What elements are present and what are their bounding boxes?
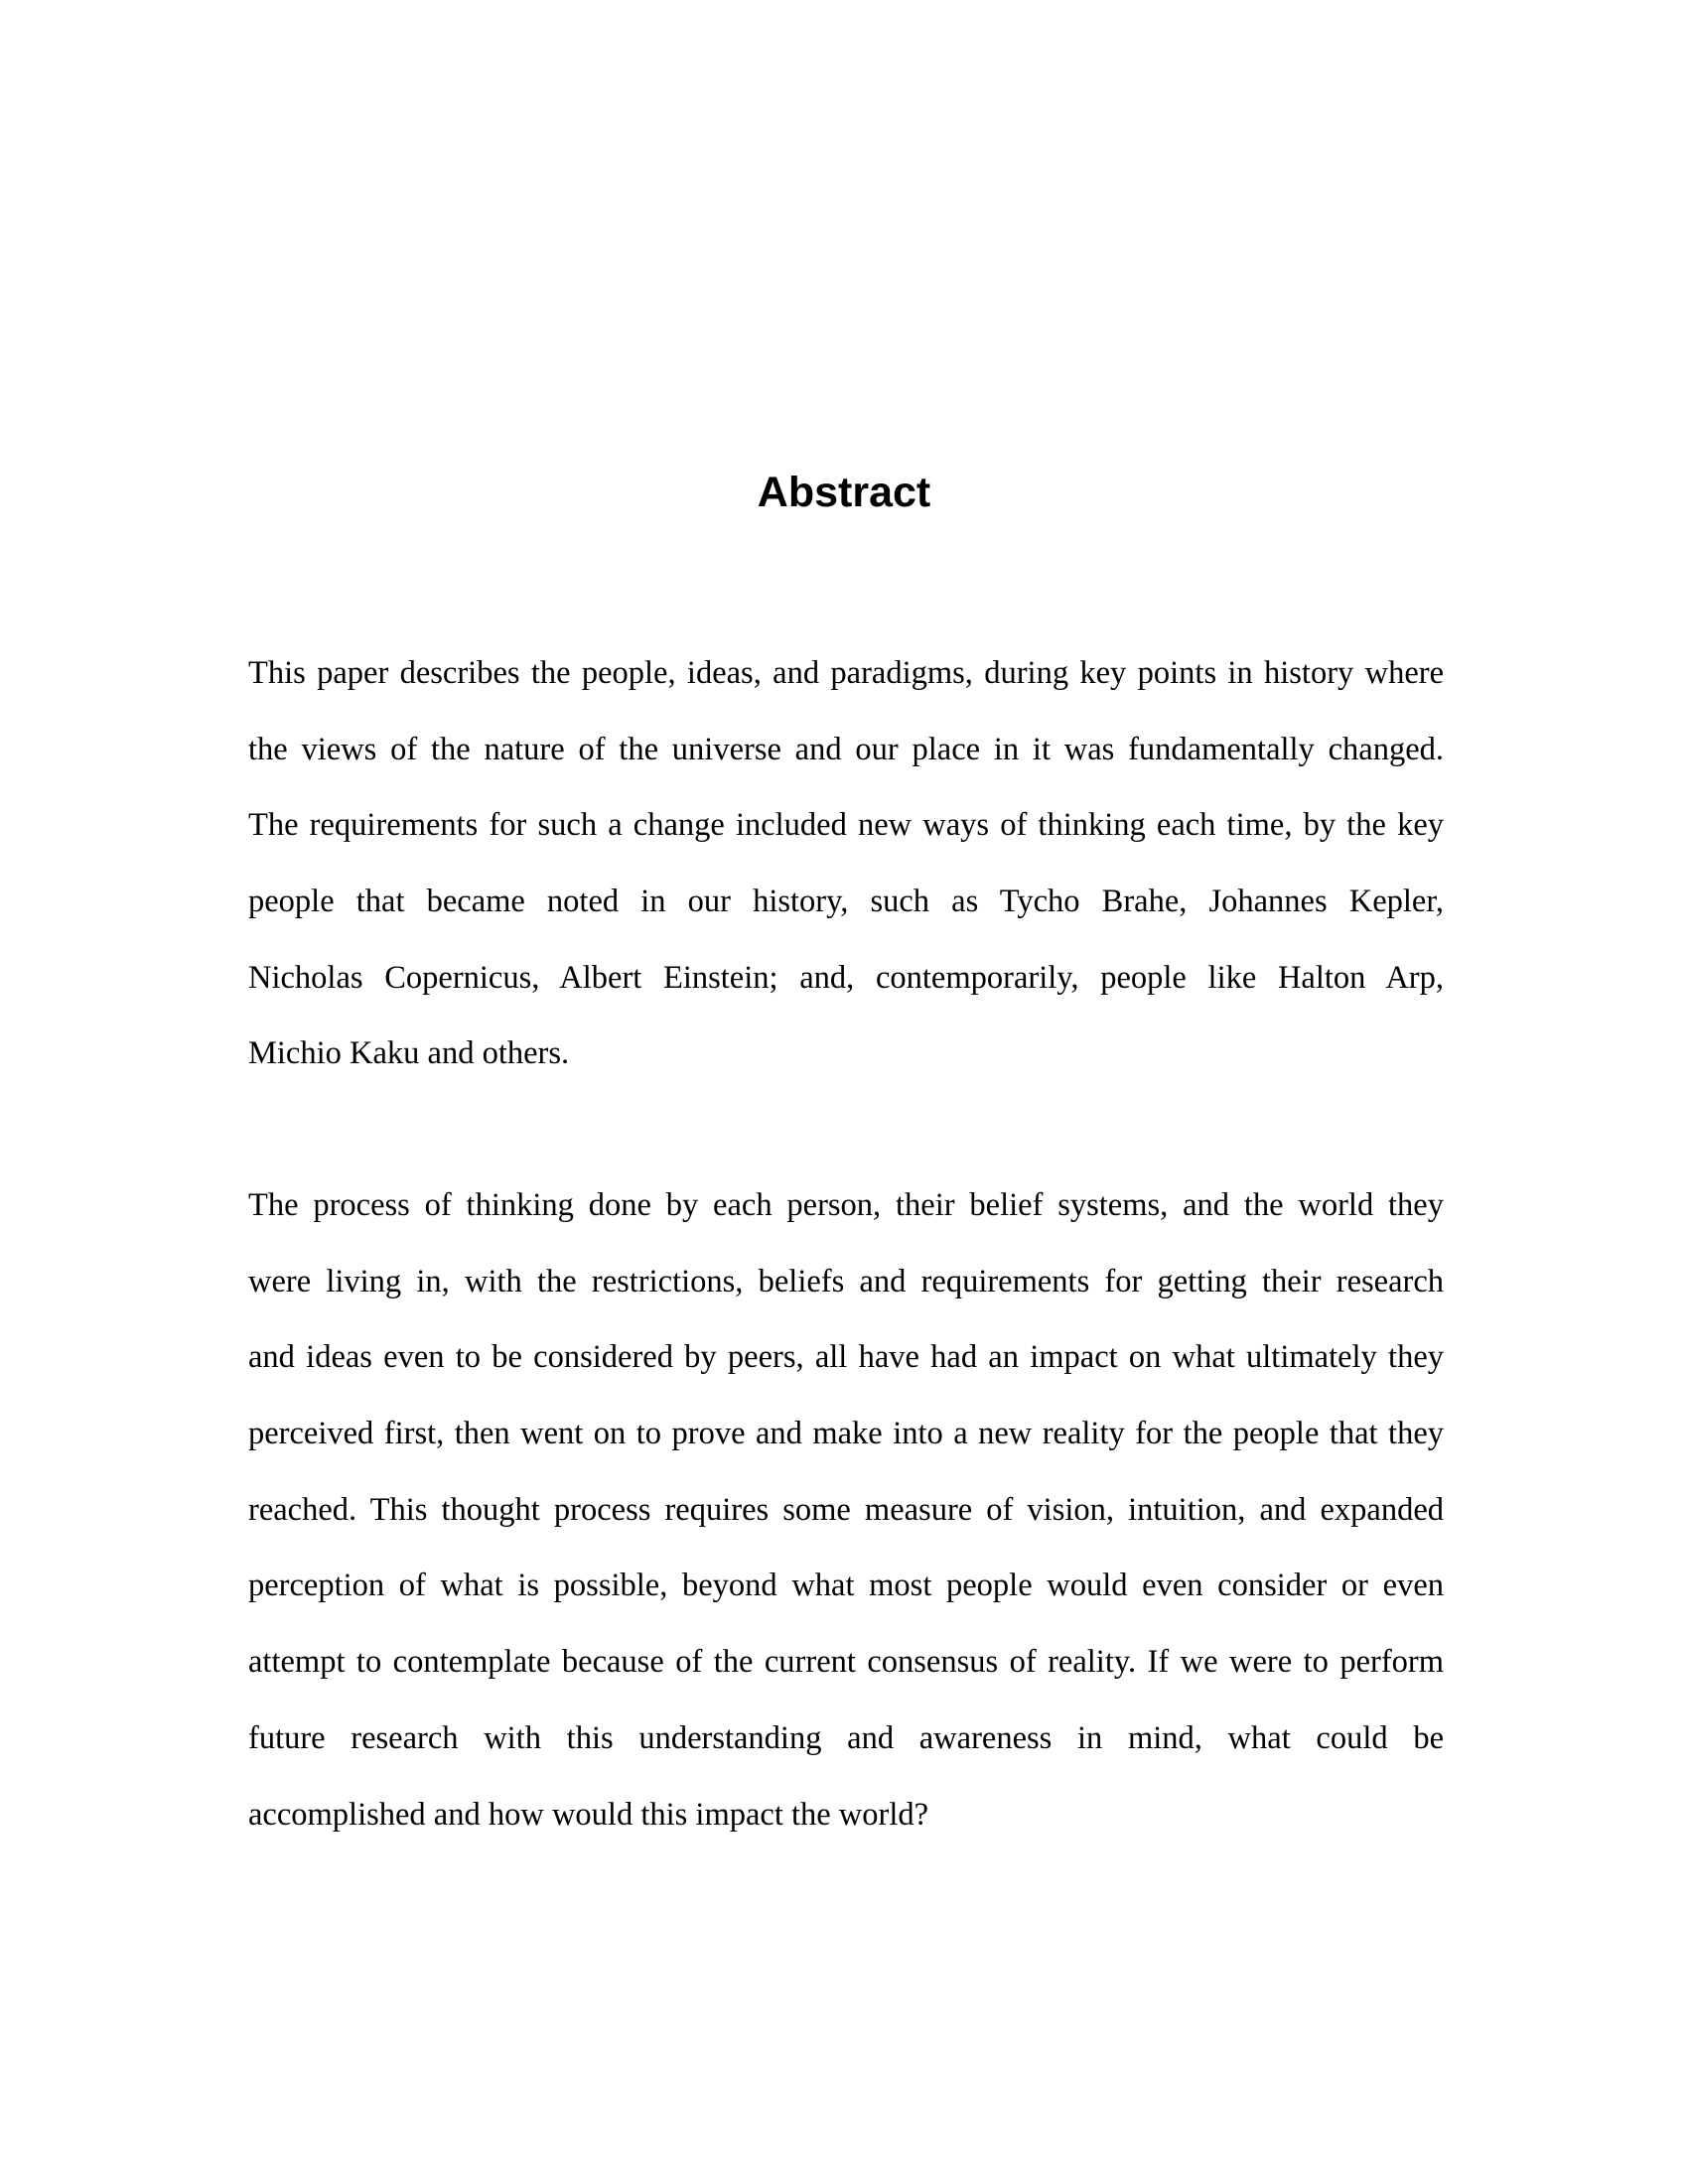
page-title: Abstract xyxy=(757,469,931,516)
text-line: and ideas even to be considered by peers, all have had an impact on what ultimately they xyxy=(248,1339,1444,1376)
text-line: accomplished and how would this impact the world? xyxy=(248,1796,929,1833)
abstract-paragraph-2 xyxy=(248,1167,1444,1852)
text-line: The process of thinking done by each person, their belief systems, and the world they xyxy=(248,1187,1444,1223)
text-line: perceived first, then went on to prove and make into a new reality for the people that they xyxy=(248,1416,1444,1452)
text-line: people that became noted in our history, such as Tycho Brahe, Johannes Kepler, xyxy=(248,884,1444,920)
text-line: attempt to contemplate because of the current consensus of reality. If we were to perform xyxy=(248,1644,1444,1681)
text-line: The requirements for such a change included new ways of thinking each time, by the key xyxy=(248,807,1444,844)
text-line: reached. This thought process requires some measure of vision, intuition, and expanded xyxy=(248,1491,1444,1528)
text-line: This paper describes the people, ideas, and paradigms, during key points in history where xyxy=(248,655,1444,691)
text-line: Michio Kaku and others. xyxy=(248,1035,570,1072)
text-line: future research with this understanding and awareness in mind, what could be xyxy=(248,1719,1444,1756)
text-line: Nicholas Copernicus, Albert Einstein; and, contemporarily, people like Halton Arp, xyxy=(248,959,1444,996)
text-line: were living in, with the restrictions, beliefs and requirements for getting their research xyxy=(248,1263,1444,1299)
text-line: perception of what is possible, beyond what most people would even consider or even xyxy=(248,1568,1444,1604)
text-line: the views of the nature of the universe and our place in it was fundamentally changed. xyxy=(248,731,1444,767)
abstract-paragraph-1 xyxy=(248,635,1444,1092)
